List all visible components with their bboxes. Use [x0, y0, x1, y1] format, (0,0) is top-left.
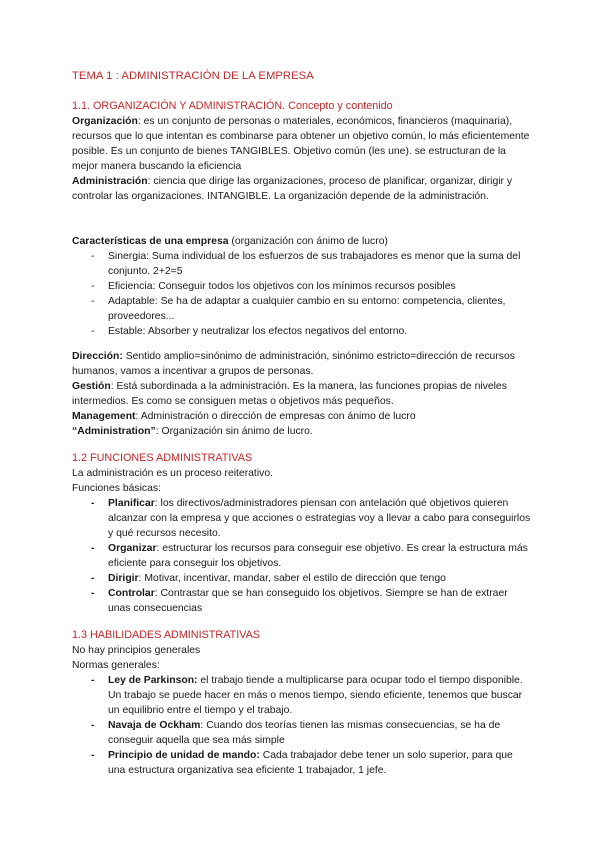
list-item: - Sinergia: Suma individual de los esfuerzos de sus trabajadores es menor que la suma del conjunto. 2+2=5 [72, 249, 532, 279]
list-item: - Navaja de Ockham: Cuando dos teorías tienen las mismas consecuencias, se ha de conseguir aquella que sea más simple [72, 718, 532, 748]
paragraph-gestion: Gestión: Está subordinada a la administración. Es la manera, las funciones propias de niveles intermedios. Es como se consiguen metas o objetivos más pequeños. [72, 381, 507, 407]
paragraph-organizacion: Organización: es un conjunto de personas o materiales, económicos, financieros (maquinaria), recursos que lo que intentan es combinarse para obtener un objetivo común, lo más eficientemente posible. Es un conjunto de bienes TANGIBLES. Objetivo común (les une). se estructuran de la mejor manera buscando la eficiencia [72, 116, 530, 172]
paragraph: Normas generales: [72, 660, 160, 671]
paragraph-caracteristicas: Características de una empresa (organización con ánimo de lucro) [72, 236, 388, 247]
list-item: - Eficiencia: Conseguir todos los objetivos con los mínimos recursos posibles [72, 279, 532, 294]
section-definiciones [72, 349, 542, 439]
list-item: - Adaptable: Se ha de adaptar a cualquier cambio en su entorno: competencia, clientes, proveedores... [72, 294, 532, 324]
paragraph-administracion: Administración: ciencia que dirige las organizaciones, proceso de planificar, organizar, dirigir y controlar las organizaciones. INTANGIBLE. La organización depende de la administración. [72, 176, 513, 202]
term: Administración [72, 176, 148, 187]
term: Organizar [108, 543, 157, 554]
list-item: - Organizar: estructurar los recursos para conseguir ese objetivo. Es crear la estructura más eficiente para conseguir los objetivos. [72, 541, 532, 571]
list-item: - Principio de unidad de mando: Cada trabajador debe tener un solo superior, para que una estructura organizativa sea eficiente 1 trabajador, 1 jefe. [72, 748, 532, 778]
term: Gestión [72, 381, 111, 392]
list-caracteristicas [72, 249, 542, 339]
list-item: - Estable: Absorber y neutralizar los efectos negativos del entorno. [72, 324, 532, 339]
paragraph: Funciones básicas: [72, 483, 161, 494]
term: Navaja de Ockham [108, 720, 201, 731]
term: Dirigir [108, 573, 139, 584]
list-funciones [72, 496, 542, 616]
term: Ley de Parkinson: [108, 675, 198, 686]
paragraph-direccion: Dirección: Sentido amplio=sinónimo de administración, sinónimo estricto=dirección de recursos humanos, vamos a incentivar a grupos de personas. [72, 351, 515, 377]
term: Planificar [108, 498, 155, 509]
paragraph: La administración es un proceso reiterativo. [72, 468, 273, 479]
section-heading: 1.2 FUNCIONES ADMINISTRATIVAS [72, 452, 253, 464]
term: Controlar [108, 588, 155, 599]
section-habilidades [72, 628, 542, 778]
list-item: - Dirigir: Motivar, incentivar, mandar, saber el estilo de dirección que tengo [72, 571, 532, 586]
list-item: - Planificar: los directivos/administradores piensan con antelación qué objetivos quieren alcanzar con la empresa y que acciones o estrategias voy a llevar a cabo para conseguirlos y qué recursos necesito. [72, 496, 532, 541]
term: “Administration” [72, 426, 156, 437]
paragraph-management: Management: Administración o dirección de empresas con ánimo de lucro [72, 411, 416, 422]
section-heading: 1.1. ORGANIZACIÓN Y ADMINISTRACIÓN. Concepto y contenido [72, 100, 393, 112]
document-title: TEMA 1 : ADMINISTRACIÓN DE LA EMPRESA [72, 70, 314, 82]
term: Principio de unidad de mando: [108, 750, 260, 761]
section-caracteristicas [72, 234, 542, 339]
paragraph: No hay principios generales [72, 645, 201, 656]
list-normas [72, 673, 542, 778]
term: Características de una empresa [72, 236, 229, 247]
list-item: - Controlar: Contrastar que se han conseguido los objetivos. Siempre se han de extraer unas consecuencias [72, 586, 532, 616]
paragraph-administration: “Administration”: Organización sin ánimo de lucro. [72, 426, 313, 437]
list-item: - Ley de Parkinson: el trabajo tiende a multiplicarse para ocupar todo el tiempo disponible. Un trabajo se puede hacer en más o menos tiempo, siendo eficiente, tenemos que buscar un equilibrio entre el tiempo y el trabajo. [72, 673, 532, 718]
term: Dirección: [72, 351, 123, 362]
term: Management [72, 411, 136, 422]
term: Organización [72, 116, 138, 127]
section-heading: 1.3 HABILIDADES ADMINISTRATIVAS [72, 629, 260, 641]
section-funciones [72, 451, 542, 616]
section-organizacion [72, 99, 542, 204]
